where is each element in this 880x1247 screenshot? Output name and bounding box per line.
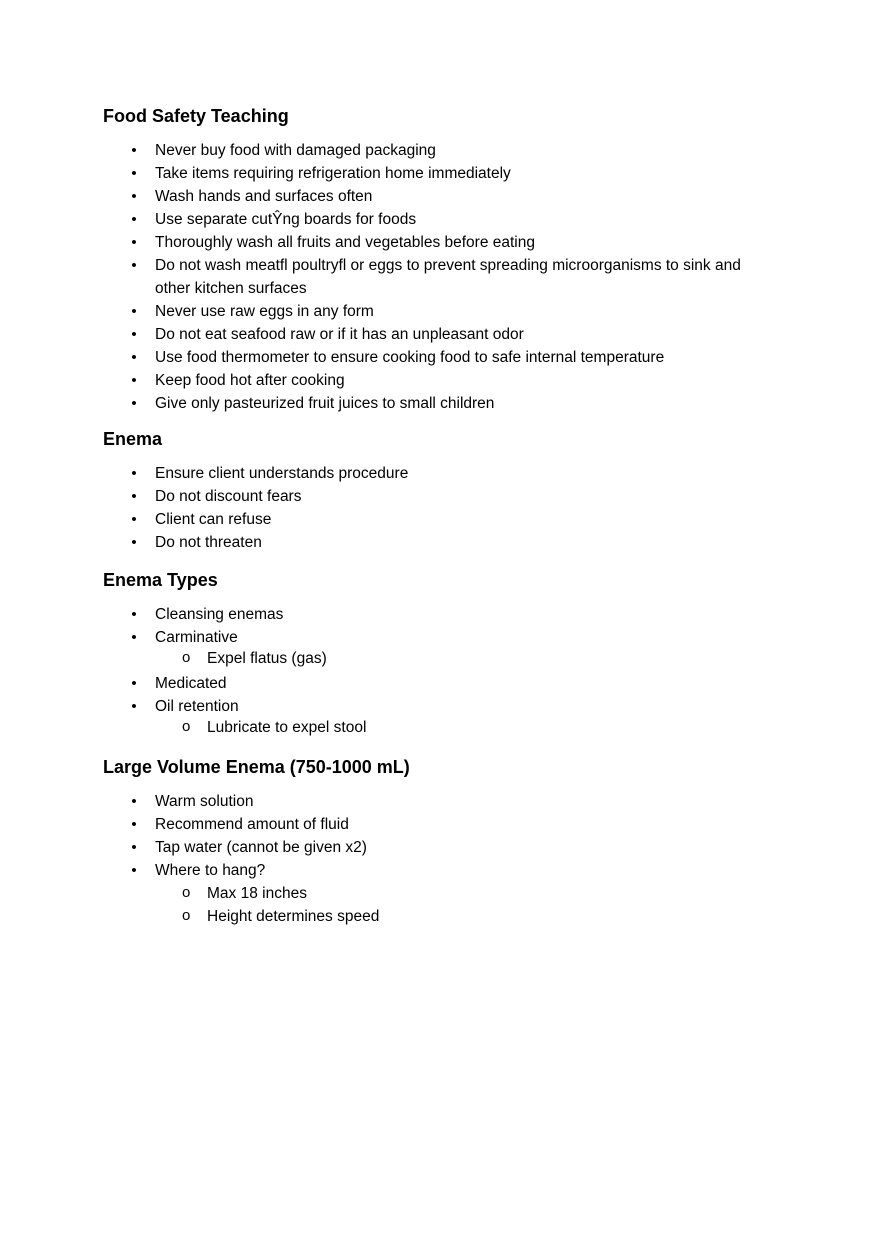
bullet-icon: • (131, 326, 137, 343)
sub-list-item-text: Height determines speed (207, 908, 380, 925)
list-item (103, 254, 775, 300)
list-item (103, 462, 783, 485)
list-item (103, 672, 783, 695)
bullet-icon: • (131, 675, 137, 692)
list-item (103, 392, 783, 415)
bullet-icon: • (131, 793, 137, 810)
section-enema-types (103, 568, 783, 741)
bullet-icon: • (131, 395, 137, 412)
bullet-icon: • (131, 839, 137, 856)
sub-bullet-list (155, 647, 783, 670)
list-item (103, 208, 783, 231)
bullet-icon: • (131, 165, 137, 182)
sub-list-item (155, 905, 783, 928)
list-item (103, 626, 783, 670)
list-item (103, 300, 783, 323)
sub-list-item-text: Lubricate to expel stool (207, 719, 367, 736)
section-food-safety-teaching (103, 104, 783, 415)
bullet-list (103, 139, 783, 415)
bullet-icon: • (131, 142, 137, 159)
bullet-icon: • (131, 349, 137, 366)
section-heading: Food Safety Teaching (103, 106, 289, 126)
list-item-text: Take items requiring refrigeration home immediately (155, 165, 511, 182)
sub-bullet-list (155, 716, 783, 739)
list-item-text: Thoroughly wash all fruits and vegetables before eating (155, 234, 535, 251)
bullet-icon: • (131, 257, 137, 274)
bullet-icon: • (131, 211, 137, 228)
list-item-text: Warm solution (155, 793, 254, 810)
bullet-icon: • (131, 372, 137, 389)
bullet-icon: • (131, 698, 137, 715)
list-item-text: Do not threaten (155, 534, 262, 551)
bullet-list (103, 790, 783, 928)
list-item (103, 346, 783, 369)
list-item-text: Oil retention (155, 698, 239, 715)
bullet-icon: • (131, 862, 137, 879)
bullet-icon: • (131, 534, 137, 551)
sub-list-item (155, 716, 783, 739)
list-item (103, 859, 783, 928)
bullet-icon: • (131, 188, 137, 205)
list-item-text: Do not discount fears (155, 488, 302, 505)
list-item (103, 231, 783, 254)
list-item-text: Do not wash meatﬂ poultryﬂ or eggs to prevent spreading microorganisms to sink and other kitchen surfaces (155, 257, 741, 297)
bullet-icon: • (131, 511, 137, 528)
sub-list-item (155, 647, 783, 670)
list-item-text: Carminative (155, 629, 238, 646)
bullet-list (103, 603, 783, 739)
list-item-text: Use food thermometer to ensure cooking food to safe internal temperature (155, 349, 665, 366)
circle-bullet-icon: o (182, 884, 191, 901)
list-item-text: Cleansing enemas (155, 606, 284, 623)
sub-list-item-text: Max 18 inches (207, 885, 307, 902)
list-item-text: Never use raw eggs in any form (155, 303, 374, 320)
section-enema (103, 427, 783, 554)
bullet-icon: • (131, 816, 137, 833)
list-item (103, 836, 783, 859)
list-item-text: Wash hands and surfaces often (155, 188, 373, 205)
list-item (103, 508, 783, 531)
bullet-icon: • (131, 303, 137, 320)
list-item-text: Use separate cutŶng boards for foods (155, 211, 417, 228)
bullet-icon: • (131, 234, 137, 251)
list-item-text: Where to hang? (155, 862, 266, 879)
section-large-volume-enema (103, 755, 783, 930)
section-heading: Enema (103, 429, 163, 449)
list-item (103, 185, 783, 208)
list-item-text: Keep food hot after cooking (155, 372, 345, 389)
circle-bullet-icon: o (182, 649, 191, 666)
bullet-list (103, 462, 783, 554)
list-item-text: Ensure client understands procedure (155, 465, 409, 482)
list-item (103, 813, 783, 836)
section-heading: Enema Types (103, 570, 218, 590)
sub-list-item (155, 882, 783, 905)
list-item (103, 139, 783, 162)
bullet-icon: • (131, 488, 137, 505)
list-item (103, 531, 783, 554)
list-item-text: Give only pasteurized fruit juices to small children (155, 395, 495, 412)
section-heading: Large Volume Enema (750-1000 mL) (103, 757, 410, 777)
circle-bullet-icon: o (182, 907, 191, 924)
bullet-icon: • (131, 606, 137, 623)
list-item (103, 369, 783, 392)
list-item-text: Never buy food with damaged packaging (155, 142, 436, 159)
list-item (103, 603, 783, 626)
list-item (103, 790, 783, 813)
sub-bullet-list (155, 882, 783, 928)
sub-list-item-text: Expel flatus (gas) (207, 650, 327, 667)
list-item (103, 695, 783, 739)
list-item-text: Medicated (155, 675, 227, 692)
list-item (103, 323, 783, 346)
bullet-icon: • (131, 629, 137, 646)
list-item (103, 162, 783, 185)
list-item (103, 485, 783, 508)
list-item-text: Tap water (cannot be given x2) (155, 839, 367, 856)
circle-bullet-icon: o (182, 718, 191, 735)
list-item-text: Recommend amount of fluid (155, 816, 349, 833)
list-item-text: Client can refuse (155, 511, 272, 528)
list-item-text: Do not eat seafood raw or if it has an unpleasant odor (155, 326, 524, 343)
bullet-icon: • (131, 465, 137, 482)
